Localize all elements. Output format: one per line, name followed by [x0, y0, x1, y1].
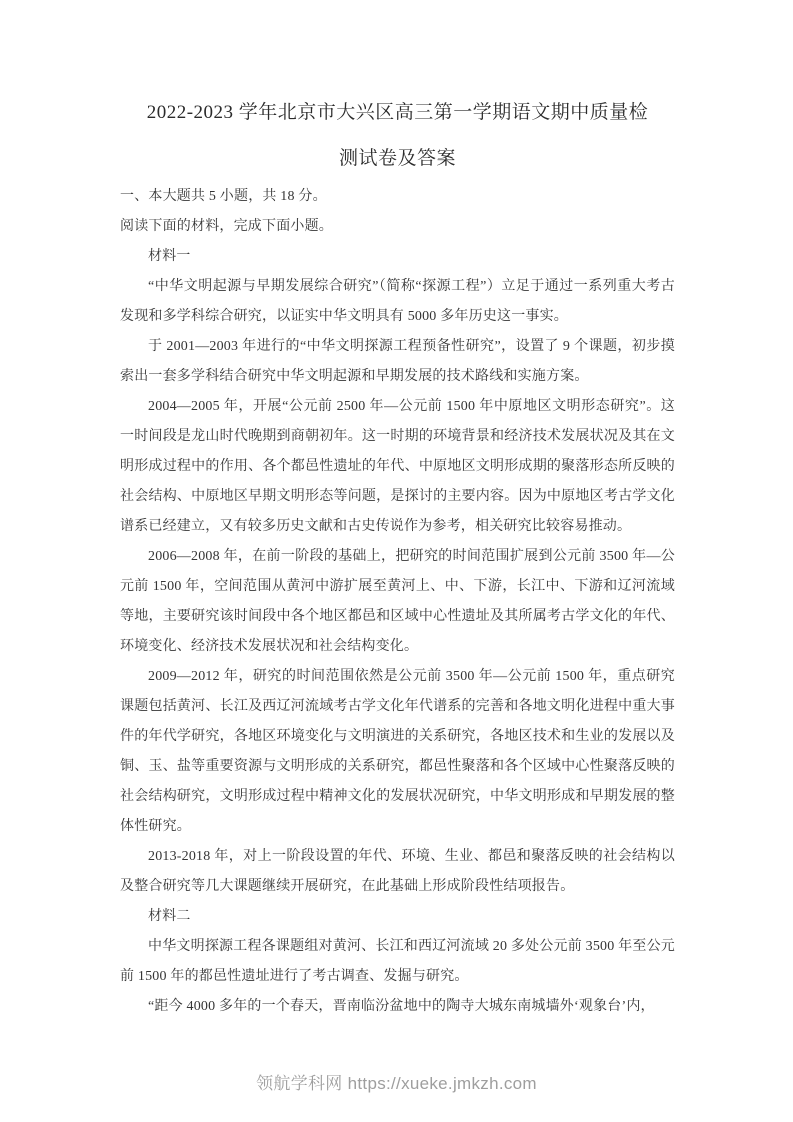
watermark-site-url[interactable]: https://xueke.jmkzh.com [347, 1074, 537, 1093]
paragraph: 材料二 [148, 909, 191, 924]
page-title [106, 90, 689, 182]
watermark-footer [0, 1069, 793, 1094]
paragraph: 2009—2012 年，研究的时间范围依然是公元前 3500 年—公元前 1500 年，重点研究课题包括黄河、长江及西辽河流域考古学文化年代谱系的完善和各地文明化进程中重大事件的年代学研究，各地区环境变化与文明演进的关系研究，各地区技术和生业的发展以及铜、玉、盐等重要资源与文明形成的关系研究，都邑性聚落和各个区域中心性聚落反映的社会结构研究，文明形成过程中精神文化的发展状况研究，中华文明形成和早期发展的整体性研究。 [120, 669, 675, 834]
paragraph: 于 2001—2003 年进行的“中华文明探源工程预备性研究”，设置了 9 个课题，初步摸索出一套多学科结合研究中华文明起源和早期发展的技术路线和实施方案。 [120, 339, 675, 384]
paragraph: 阅读下面的材料，完成下面小题。 [120, 219, 333, 234]
watermark-site-name: 领航学科网 [256, 1074, 343, 1093]
paragraph: “距今 4000 多年的一个春天，晋南临汾盆地中的陶寺大城东南城墙外‘观象台’内， [148, 999, 655, 1014]
paragraph: 一、本大题共 5 小题，共 18 分。 [120, 189, 327, 204]
paragraph: 2013-2018 年，对上一阶段设置的年代、环境、生业、都邑和聚落反映的社会结构以及整合研究等几大课题继续开展研究，在此基础上形成阶段性结项报告。 [120, 849, 675, 894]
paragraph: 中华文明探源工程各课题组对黄河、长江和西辽河流域 20 多处公元前 3500 年至公元前 1500 年的都邑性遗址进行了考古调查、发掘与研究。 [120, 939, 675, 984]
paragraph: 2006—2008 年，在前一阶段的基础上，把研究的时间范围扩展到公元前 3500 年—公元前 1500 年，空间范围从黄河中游扩展至黄河上、中、下游，长江中、下游和辽河流域等地，主要研究该时间段中各个地区都邑和区域中心性遗址及其所属考古学文化的年代、环境变化、经济技术发展状况和社会结构变化。 [120, 549, 675, 654]
title-line-1: 2022-2023 学年北京市大兴区高三第一学期语文期中质量检 [146, 102, 649, 123]
paragraph: 材料一 [148, 249, 191, 264]
paragraph: “中华文明起源与早期发展综合研究”（简称“探源工程”）立足于通过一系列重大考古发现和多学科综合研究，以证实中华文明具有 5000 多年历史这一事实。 [120, 279, 675, 324]
title-line-2: 测试卷及答案 [338, 148, 456, 169]
paragraph: 2004—2005 年，开展“公元前 2500 年—公元前 1500 年中原地区文明形态研究”。这一时间段是龙山时代晚期到商朝初年。这一时期的环境背景和经济技术发展状况及其在文明形成过程中的作用、各个都邑性遗址的年代、中原地区文明形成期的聚落形态所反映的社会结构、中原地区早期文明形态等问题，是探讨的主要内容。因为中原地区考古学文化谱系已经建立，又有较多历史文献和古史传说作为参考，相关研究比较容易推动。 [120, 399, 675, 534]
document-body [120, 182, 675, 1022]
